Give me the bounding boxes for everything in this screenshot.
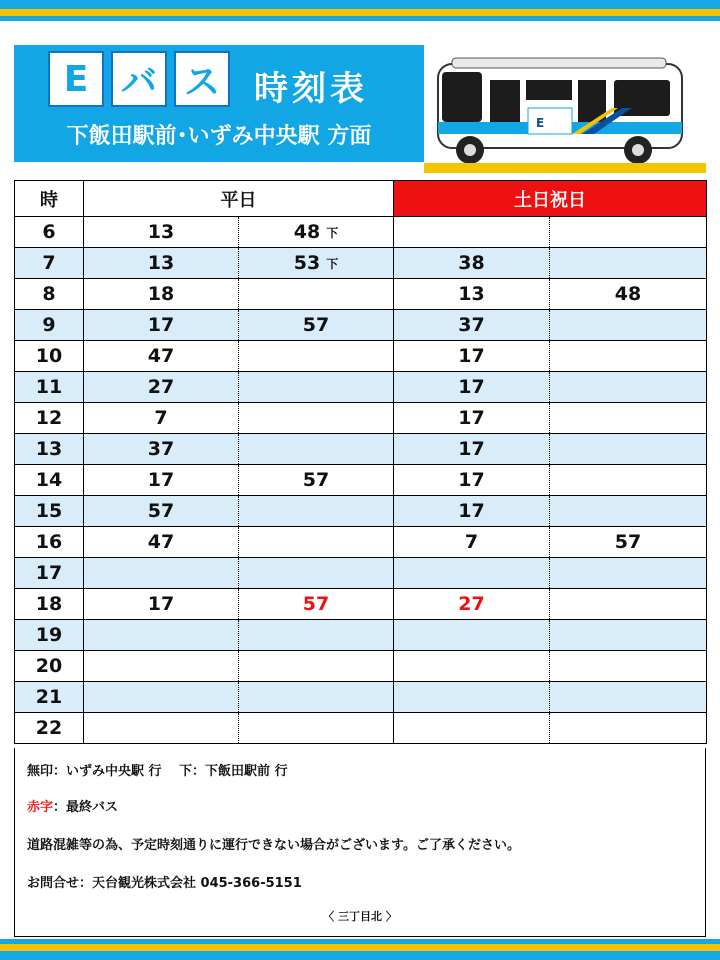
weekday-minute-cell (239, 527, 394, 558)
departure-minute: 17 (147, 593, 175, 615)
weekday-minute-cell (239, 651, 394, 682)
col-weekday-header: 平日 (84, 181, 394, 217)
weekday-minute-cell (84, 465, 239, 496)
weekend-minute-cell (550, 341, 707, 372)
weekday-minute-cell (84, 434, 239, 465)
weekend-minute-cell (394, 496, 550, 527)
departure-minute: 57 (614, 531, 642, 553)
hour-cell: 16 (15, 527, 84, 558)
table-row (15, 341, 707, 372)
route-direction: 下飯田駅前･いずみ中央駅 方面 (66, 124, 372, 149)
departure-minute: 17 (458, 345, 485, 367)
hour-cell: 11 (15, 372, 84, 403)
departure-minute: 57 (302, 314, 330, 336)
timetable-header-row (15, 181, 707, 217)
departure-minute: 13 (147, 252, 175, 274)
weekday-minute-cell (84, 713, 239, 744)
header-accent-bar (424, 163, 706, 173)
destination-mark: 下 (326, 257, 339, 271)
departure-minute: 27 (147, 376, 175, 398)
contact-note: お問合せ：天台観光株式会社 045-366-5151 (27, 876, 302, 891)
weekend-minute-cell (550, 403, 707, 434)
weekday-minute-cell (239, 279, 394, 310)
weekend-minute-cell (394, 372, 550, 403)
timetable (14, 180, 707, 744)
weekend-minute-cell (394, 589, 550, 620)
weekend-minute-cell (394, 527, 550, 558)
page-header (14, 45, 424, 162)
table-row (15, 527, 707, 558)
departure-minute: 7 (464, 531, 479, 553)
logo-char-box (174, 51, 230, 107)
departure-minute: 17 (458, 376, 485, 398)
weekday-minute-cell (84, 248, 239, 279)
weekend-minute-cell (394, 217, 550, 248)
red-desc: ：最終バス (53, 800, 119, 815)
logo-char: ス (183, 61, 220, 103)
weekend-minute-cell (550, 620, 707, 651)
weekday-minute-cell (84, 310, 239, 341)
departure-minute: 57 (302, 469, 330, 491)
weekday-minute-cell (239, 403, 394, 434)
weekend-minute-cell (550, 589, 707, 620)
weekday-minute-cell (84, 682, 239, 713)
weekend-minute-cell (550, 372, 707, 403)
weekend-minute-cell (550, 310, 707, 341)
weekend-minute-cell (550, 279, 707, 310)
weekday-minute-cell (239, 434, 394, 465)
weekday-minute-cell (84, 527, 239, 558)
weekday-minute-cell (84, 372, 239, 403)
table-row (15, 434, 707, 465)
logo-char: E (63, 58, 89, 100)
departure-minute: 57 (147, 500, 175, 522)
hour-cell: 9 (15, 310, 84, 341)
weekend-minute-cell (394, 248, 550, 279)
departure-minute: 17 (458, 469, 485, 491)
hour-cell: 13 (15, 434, 84, 465)
table-row (15, 403, 707, 434)
hour-cell: 14 (15, 465, 84, 496)
weekday-minute-cell (239, 372, 394, 403)
weekend-minute-cell (550, 713, 707, 744)
weekday-minute-cell (84, 558, 239, 589)
weekend-minute-cell (550, 248, 707, 279)
hour-cell: 10 (15, 341, 84, 372)
hour-cell: 7 (15, 248, 84, 279)
hour-cell: 12 (15, 403, 84, 434)
bus-illustration (432, 50, 688, 170)
table-row (15, 682, 707, 713)
hour-cell: 20 (15, 651, 84, 682)
hour-cell: 19 (15, 620, 84, 651)
weekday-minute-cell (84, 279, 239, 310)
weekday-minute-cell (239, 713, 394, 744)
departure-minute: 27 (458, 593, 485, 615)
table-row (15, 248, 707, 279)
weekend-minute-cell (394, 341, 550, 372)
departure-minute: 7 (154, 407, 168, 429)
weekday-minute-cell (84, 217, 239, 248)
weekend-minute-cell (550, 217, 707, 248)
departure-minute: 17 (458, 407, 485, 429)
weekday-minute-cell (84, 620, 239, 651)
weekend-minute-cell (394, 682, 550, 713)
table-row (15, 496, 707, 527)
notes-panel (14, 748, 706, 937)
weekend-minute-cell (394, 434, 550, 465)
weekday-minute-cell (239, 496, 394, 527)
col-weekend-header: 土日祝日 (394, 181, 707, 217)
weekend-minute-cell (550, 434, 707, 465)
weekday-minute-cell (239, 465, 394, 496)
departure-minute: 47 (147, 531, 175, 553)
weekend-minute-cell (394, 713, 550, 744)
hour-cell: 22 (15, 713, 84, 744)
logo-char-box (48, 51, 104, 107)
weekend-minute-cell (394, 465, 550, 496)
red-label: 赤字 (27, 800, 54, 815)
departure-minute: 37 (147, 438, 175, 460)
svg-text:E: E (536, 116, 545, 130)
departure-minute: 17 (147, 314, 175, 336)
weekday-minute-cell (239, 620, 394, 651)
weekday-minute-cell (84, 403, 239, 434)
legend-note: 無印：いずみ中央駅 行 下：下飯田駅前 行 (27, 764, 288, 779)
logo-char-box (111, 51, 167, 107)
departure-minute: 18 (147, 283, 175, 305)
weekday-minute-cell (84, 651, 239, 682)
col-hour-header: 時 (15, 181, 84, 217)
bottom-stripe-blue-2 (0, 951, 720, 960)
weekday-minute-cell (84, 589, 239, 620)
hour-cell: 6 (15, 217, 84, 248)
weekend-minute-cell (394, 558, 550, 589)
departure-minute: 37 (458, 314, 485, 336)
top-stripe-yellow (0, 9, 720, 16)
weekday-minute-cell (239, 248, 394, 279)
table-row (15, 651, 707, 682)
page-title: 時刻表 (254, 69, 368, 109)
departure-minute: 38 (458, 252, 485, 274)
hour-cell: 21 (15, 682, 84, 713)
table-row (15, 589, 707, 620)
weekend-minute-cell (394, 651, 550, 682)
last-bus-note (27, 796, 118, 815)
weekend-minute-cell (550, 558, 707, 589)
weekend-minute-cell (394, 620, 550, 651)
bottom-stripe-yellow (0, 944, 720, 951)
departure-minute: 13 (458, 283, 485, 305)
table-row (15, 217, 707, 248)
hour-cell: 8 (15, 279, 84, 310)
departure-minute: 13 (147, 221, 175, 243)
table-row (15, 620, 707, 651)
weekend-minute-cell (550, 682, 707, 713)
weekend-minute-cell (550, 527, 707, 558)
table-row (15, 713, 707, 744)
departure-minute: 57 (302, 593, 330, 615)
weekday-minute-cell (239, 341, 394, 372)
weekend-minute-cell (550, 465, 707, 496)
top-stripe-blue-2 (0, 16, 720, 21)
destination-mark: 下 (326, 226, 339, 240)
table-row (15, 558, 707, 589)
weekday-minute-cell (84, 496, 239, 527)
weekday-minute-cell (239, 682, 394, 713)
table-row (15, 372, 707, 403)
departure-minute: 48 (614, 283, 642, 305)
weekend-minute-cell (550, 496, 707, 527)
table-row (15, 279, 707, 310)
hour-cell: 18 (15, 589, 84, 620)
weekday-minute-cell (239, 310, 394, 341)
bus-stop-name: 〈 三丁目北 〉 (323, 910, 397, 923)
hour-cell: 15 (15, 496, 84, 527)
departure-minute: 17 (458, 500, 485, 522)
departure-minute: 53 (293, 252, 321, 274)
logo-char: バ (120, 61, 157, 103)
weekend-minute-cell (550, 651, 707, 682)
hour-cell: 17 (15, 558, 84, 589)
weekday-minute-cell (84, 341, 239, 372)
departure-minute: 47 (147, 345, 175, 367)
weekend-minute-cell (394, 403, 550, 434)
table-row (15, 310, 707, 341)
disclaimer-note: 道路混雑等の為、予定時刻通りに運行できない場合がございます。ご了承ください。 (27, 838, 520, 853)
table-row (15, 465, 707, 496)
weekday-minute-cell (239, 589, 394, 620)
departure-minute: 17 (458, 438, 485, 460)
weekday-minute-cell (239, 217, 394, 248)
weekend-minute-cell (394, 310, 550, 341)
top-stripe-blue (0, 0, 720, 9)
weekday-minute-cell (239, 558, 394, 589)
departure-minute: 17 (147, 469, 175, 491)
weekend-minute-cell (394, 279, 550, 310)
departure-minute: 48 (293, 221, 321, 243)
